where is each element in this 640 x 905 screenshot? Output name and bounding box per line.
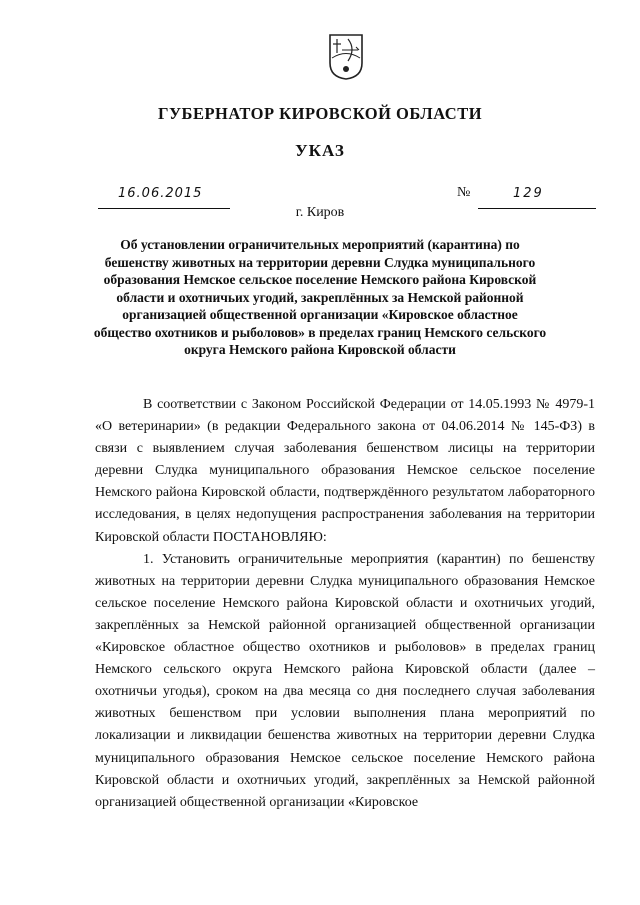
issuing-authority: ГУБЕРНАТОР КИРОВСКОЙ ОБЛАСТИ xyxy=(157,104,483,123)
document-date: 16.06.2015 xyxy=(118,186,203,201)
document-title: Об установлении ограничительных мероприятий (карантина) по бешенству животных на территории деревни Слудка муниципального образования Немское сельское поселение Немского района Кировской области и охотничьих угодий, закреплённых за Немской районной организацией общественной организации «Кировское областное общество охотников и рыболовов» в пределах границ Немского сельского округа Немского района Кировской области xyxy=(93,237,547,357)
item-1-paragraph: 1. Установить ограничительные мероприятия (карантин) по бешенству животных на территории деревни Слудка муниципального образования Немское сельское поселение Немского района Кировской области и охотничьих угодий, закреплённых за Немской районной организацией общественной организации «Кировское областное общество охотников и рыболовов» в пределах границ Немского сельского округа Немского района Кировской области (далее – охотничьи угодья), сроком на два месяца со дня последнего случая заболевания животных бешенством при условии выполнения плана мероприятий по локализации и ликвидации бешенства животных на территории деревни Слудка муниципального образования Немское сельское поселение Немского района Кировской области и охотничьих угодий, закреплённых за Немской районной организацией общественной организации «Кировское xyxy=(95,551,595,810)
number-label: № xyxy=(457,185,471,200)
preamble-paragraph: В соответствии с Законом Российской Федерации от 14.05.1993 № 4979-1 «О ветеринарии» (в редакции Федерального закона от 04.06.2014 № 145-ФЗ) в связи с выявлением случая заболевания бешенством лисицы на территории деревни Слудка муниципального образования Немское сельское поселение Немского района Кировской области, подтверждённого результатом лабораторного исследования, в целях недопущения распространения заболевания на территории Кировской области ПОСТАНОВЛЯЮ: xyxy=(95,397,595,545)
document-number: 129 xyxy=(513,186,544,201)
coat-of-arms-icon xyxy=(328,33,364,81)
document-city: г. Киров xyxy=(295,205,345,220)
document-body xyxy=(95,394,595,814)
document-type: УКАЗ xyxy=(295,141,345,160)
